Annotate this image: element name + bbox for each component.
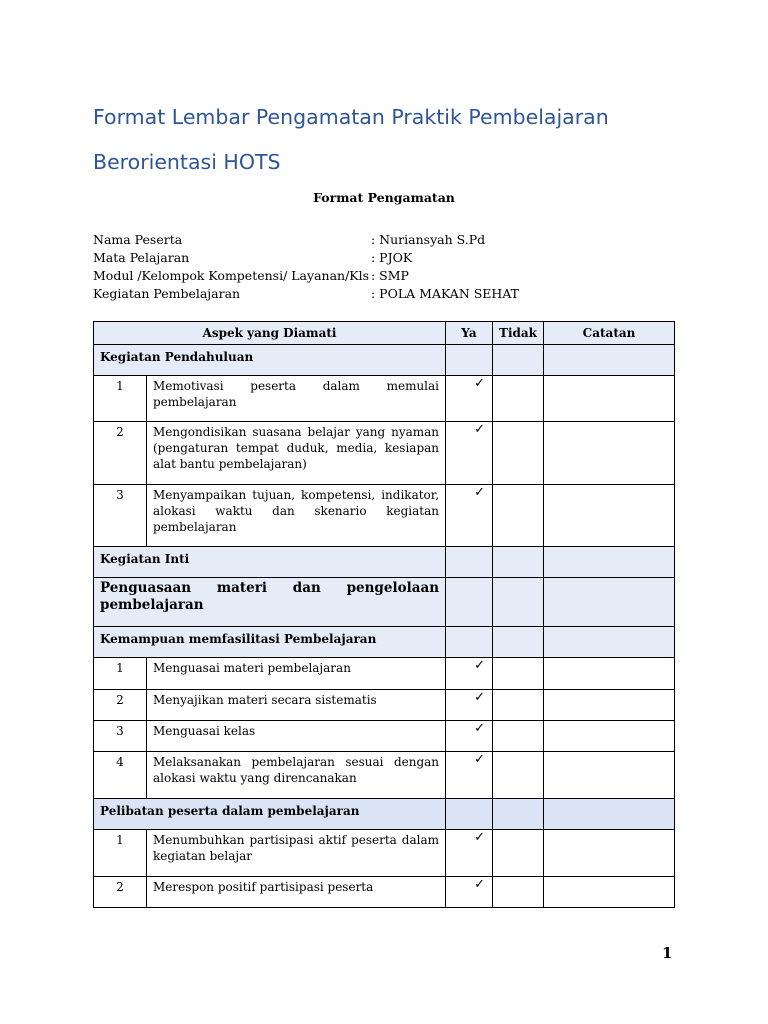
no-cell [493, 376, 544, 422]
row-description: Menumbuhkan partisipasi aktif peserta dalam kegiatan belajar [147, 830, 446, 877]
info-label: Nama Peserta [93, 232, 183, 247]
header-notes: Catatan [544, 322, 675, 345]
checkmark-icon: ✓ [446, 658, 493, 690]
row-number: 1 [94, 658, 147, 690]
checkmark-icon: ✓ [446, 721, 493, 752]
notes-cell [544, 376, 675, 422]
row-number: 2 [94, 877, 147, 908]
notes-cell [544, 345, 675, 376]
no-cell [493, 799, 544, 830]
info-value: : Nuriansyah S.Pd [371, 232, 486, 247]
yes-cell [446, 578, 493, 627]
observation-table [93, 321, 675, 908]
section-row-penguasaan [94, 578, 675, 627]
notes-cell [544, 690, 675, 721]
section-label: Penguasaan materi dan pengelolaan pembelajaran [94, 578, 446, 627]
notes-cell [544, 752, 675, 799]
checkmark-icon: ✓ [446, 830, 493, 877]
row-description: Menyampaikan tujuan, kompetensi, indikator, alokasi waktu dan skenario kegiatan pembelajaran [147, 485, 446, 547]
table-header-row [94, 322, 675, 345]
no-cell [493, 690, 544, 721]
page-title-line-2: Berorientasi HOTS [93, 150, 281, 174]
checkmark-icon: ✓ [446, 376, 493, 422]
no-cell [493, 752, 544, 799]
no-cell [493, 345, 544, 376]
no-cell [493, 422, 544, 485]
info-row-participant [93, 231, 653, 249]
no-cell [493, 578, 544, 627]
yes-cell [446, 627, 493, 658]
section-row-pelibatan [94, 799, 675, 830]
table-row [94, 658, 675, 690]
row-number: 2 [94, 422, 147, 485]
participant-info [93, 231, 653, 303]
info-value: : SMP [371, 268, 409, 283]
checkmark-icon: ✓ [446, 690, 493, 721]
notes-cell [544, 799, 675, 830]
row-number: 3 [94, 485, 147, 547]
page-number: 1 [662, 944, 673, 962]
info-row-subject [93, 249, 653, 267]
info-value: : POLA MAKAN SEHAT [371, 286, 520, 301]
yes-cell [446, 345, 493, 376]
form-subtitle: Format Pengamatan [313, 190, 455, 205]
no-cell [493, 830, 544, 877]
section-label: Kegiatan Pendahuluan [94, 345, 446, 376]
row-number: 4 [94, 752, 147, 799]
notes-cell [544, 422, 675, 485]
no-cell [493, 658, 544, 690]
table-row [94, 752, 675, 799]
checkmark-icon: ✓ [446, 752, 493, 799]
row-number: 3 [94, 721, 147, 752]
row-number: 1 [94, 376, 147, 422]
info-row-activity [93, 285, 653, 303]
header-no: Tidak [493, 322, 544, 345]
no-cell [493, 721, 544, 752]
page-title [93, 95, 693, 185]
header-aspect: Aspek yang Diamati [94, 322, 446, 345]
notes-cell [544, 830, 675, 877]
info-label: Kegiatan Pembelajaran [93, 286, 241, 301]
section-row-kemampuan [94, 627, 675, 658]
notes-cell [544, 627, 675, 658]
info-value: : PJOK [371, 250, 413, 265]
no-cell [493, 627, 544, 658]
row-number: 1 [94, 830, 147, 877]
row-description: Mengondisikan suasana belajar yang nyaman (pengaturan tempat duduk, media, kesiapan alat bantu pembelajaran) [147, 422, 446, 485]
checkmark-icon: ✓ [446, 422, 493, 485]
no-cell [493, 547, 544, 578]
page-title-line-1: Format Lembar Pengamatan Praktik Pembelajaran [93, 105, 609, 129]
no-cell [493, 485, 544, 547]
table-row [94, 485, 675, 547]
table-row [94, 877, 675, 908]
row-number: 2 [94, 690, 147, 721]
yes-cell [446, 799, 493, 830]
notes-cell [544, 547, 675, 578]
table-row [94, 721, 675, 752]
notes-cell [544, 721, 675, 752]
notes-cell [544, 485, 675, 547]
row-description: Merespon positif partisipasi peserta [147, 877, 446, 908]
section-row-pendahuluan [94, 345, 675, 376]
checkmark-icon: ✓ [446, 485, 493, 547]
row-description: Melaksanakan pembelajaran sesuai dengan alokasi waktu yang direncanakan [147, 752, 446, 799]
section-label: Kemampuan memfasilitasi Pembelajaran [94, 627, 446, 658]
row-description: Menyajikan materi secara sistematis [147, 690, 446, 721]
no-cell [493, 877, 544, 908]
table-row [94, 422, 675, 485]
section-row-inti [94, 547, 675, 578]
notes-cell [544, 877, 675, 908]
yes-cell [446, 547, 493, 578]
table-row [94, 376, 675, 422]
info-row-module [93, 267, 653, 285]
table-row [94, 830, 675, 877]
row-description: Menguasai materi pembelajaran [147, 658, 446, 690]
section-label: Kegiatan Inti [94, 547, 446, 578]
table-row [94, 690, 675, 721]
section-label: Pelibatan peserta dalam pembelajaran [94, 799, 446, 830]
row-description: Menguasai kelas [147, 721, 446, 752]
info-label: Modul /Kelompok Kompetensi/ Layanan/Kls [93, 268, 370, 283]
notes-cell [544, 578, 675, 627]
row-description: Memotivasi peserta dalam memulai pembelajaran [147, 376, 446, 422]
checkmark-icon: ✓ [446, 877, 493, 908]
info-label: Mata Pelajaran [93, 250, 190, 265]
notes-cell [544, 658, 675, 690]
header-yes: Ya [446, 322, 493, 345]
